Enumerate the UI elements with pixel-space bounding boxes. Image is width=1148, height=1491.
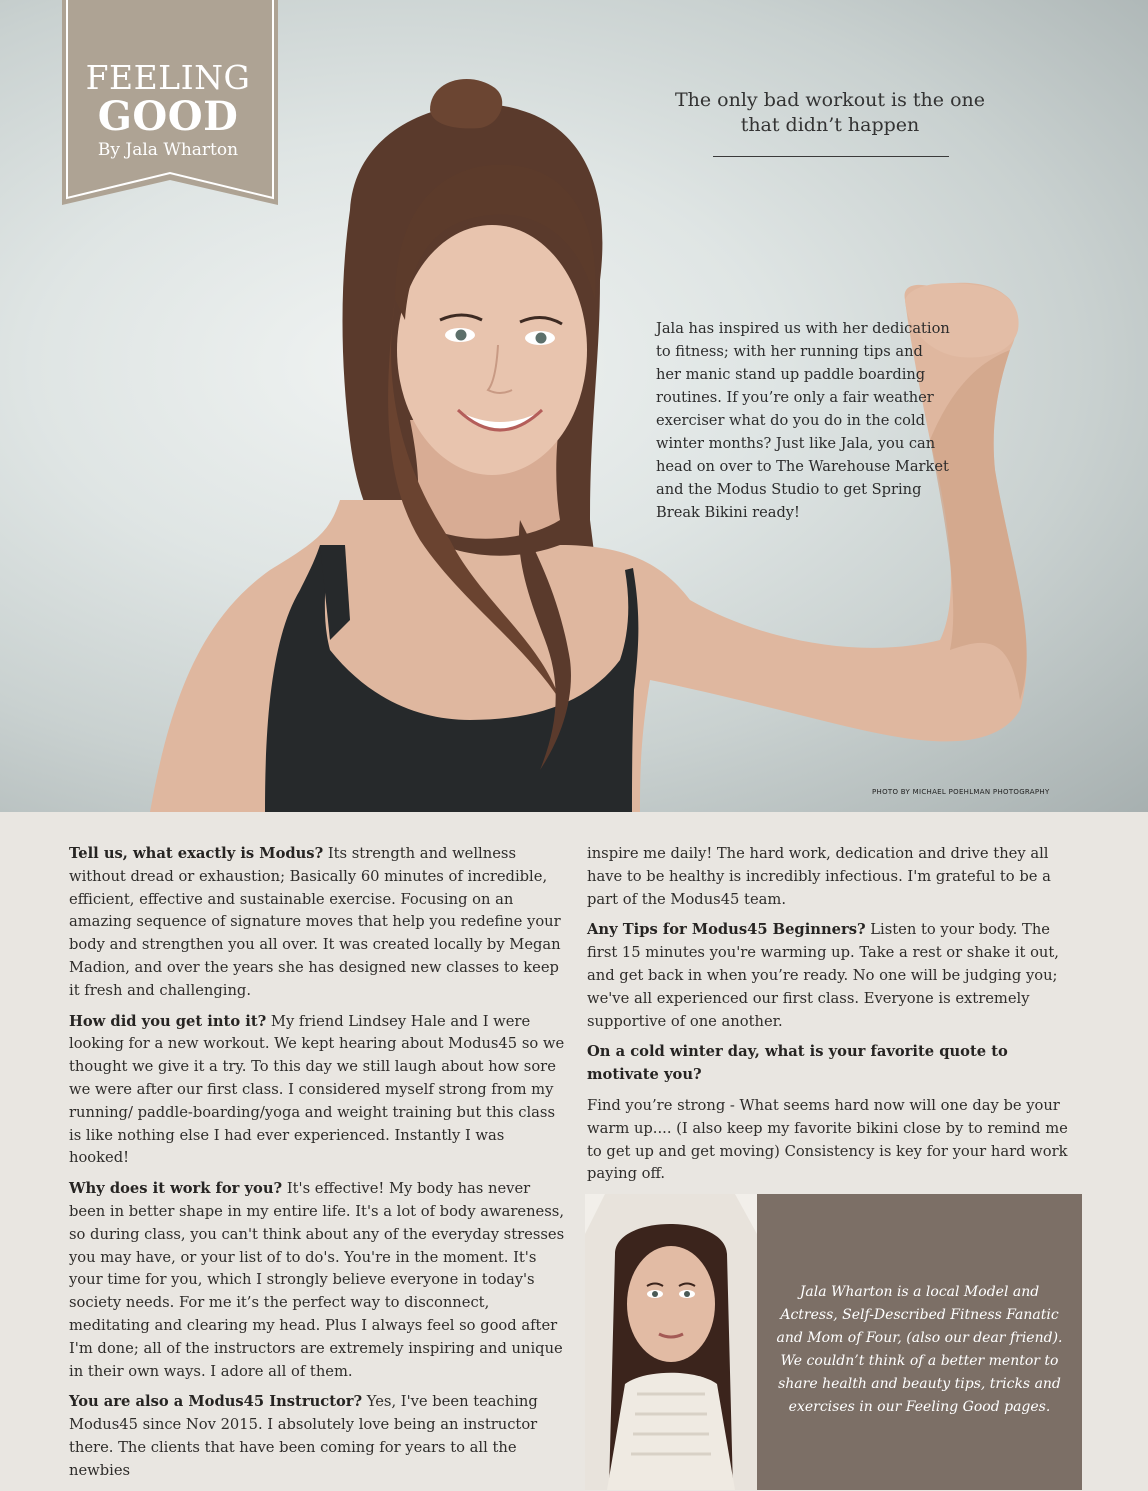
qa-block xyxy=(69,843,566,1003)
continued-answer: inspire me daily! The hard work, dedication and drive they all have to be healthy is incredibly infectious. I'm grateful to be a part of the Modus45 team. xyxy=(587,845,1051,908)
bio-text: Jala Wharton is a local Model and Actress, Self-Described Fitness Fanatic and Mom of Four, (also our dear friend). We couldn’t think of a better mentor to share health and beauty tips, tricks and exercises in our Feeling Good pages. xyxy=(776,1284,1063,1415)
bio-box xyxy=(757,1194,1082,1490)
answer: It's effective! My body has never been in better shape in my entire life. It's a lot of body awareness, so during class, you can't think about any of the everyday stresses you may have, or your list of to do's. You're in the moment. It's your time for you, which I strongly believe everyone in today's society needs. For me it’s the perfect way to disconnect, meditating and clearing my head. Plus I always feel so good after I'm done; all of the instructors are extremely inspiring and unique in their own ways. I adore all of them. xyxy=(69,1180,565,1380)
question: Why does it work for you? xyxy=(69,1180,283,1198)
question: On a cold winter day, what is your favorite quote to motivate you? xyxy=(587,1043,1008,1084)
article-column-right xyxy=(587,843,1083,1194)
answer: Find you’re strong - What seems hard now will one day be your warm up.... (I also keep my favorite bikini close by to remind me to get up and get moving) Consistency is key for your hard work paying off. xyxy=(587,1096,1068,1183)
question: Tell us, what exactly is Modus? xyxy=(69,845,324,862)
qa-block xyxy=(587,919,1083,1033)
qa-block xyxy=(69,1011,566,1171)
section-title-line1: FEELING xyxy=(85,58,251,97)
photo-credit: PHOTO BY MICHAEL POEHLMAN PHOTOGRAPHY xyxy=(872,788,1050,796)
answer: My friend Lindsey Hale and I were looking for a new workout. We kept hearing about Modus45 so we thought we give it a try. To this day we still laugh about how sore we were after our first class. I considered myself strong from my running/ paddle-boarding/yoga and weight training but this class is like nothing else I had ever experienced. Instantly I was hooked! xyxy=(69,1012,565,1167)
article-column-left xyxy=(69,843,566,1491)
byline: By Jala Wharton xyxy=(97,140,239,160)
question: How did you get into it? xyxy=(69,1012,267,1030)
question: Any Tips for Modus45 Beginners? xyxy=(587,921,866,939)
answer: Listen to your body. The first 15 minutes you're warming up. Take a rest or shake it out, and get back in when you’re ready. No one will be judging you; we've all experienced our first class. Everyone is extremely supportive of one another. xyxy=(587,921,1059,1030)
answer: Yes, I've been teaching Modus45 since Nov 2015. I absolutely love being an instructor there. The clients that have been coming for years to all the newbies xyxy=(69,1393,538,1479)
tagline-divider xyxy=(713,156,949,157)
tagline-line1: The only bad workout is the one xyxy=(674,89,985,111)
tagline-line2: that didn’t happen xyxy=(740,114,920,136)
qa-block xyxy=(69,1391,566,1482)
question: You are also a Modus45 Instructor? xyxy=(69,1393,363,1411)
tagline xyxy=(650,88,1010,138)
author-portrait xyxy=(585,1194,757,1490)
intro-paragraph: Jala has inspired us with her dedication to fitness; with her running tips and her manic stand up paddle boarding routines. If you’re only a fair weather exerciser what do you do in the cold winter months? Just like Jala, you can head on over to The Warehouse Market and the Modus Studio to get Spring Break Bikini ready! xyxy=(656,320,950,521)
section-title-line2: GOOD xyxy=(97,93,239,140)
qa-block xyxy=(69,1178,566,1383)
answer: Its strength and wellness without dread or exhaustion; Basically 60 minutes of incredible, efficient, effective and sustainable exercise. Focusing on an amazing sequence of signature moves that help you redefine your body and strengthen you all over. It was created locally by Megan Madion, and over the years she has designed new classes to keep it fresh and challenging. xyxy=(69,845,561,999)
portrait-illustration xyxy=(585,1194,757,1490)
